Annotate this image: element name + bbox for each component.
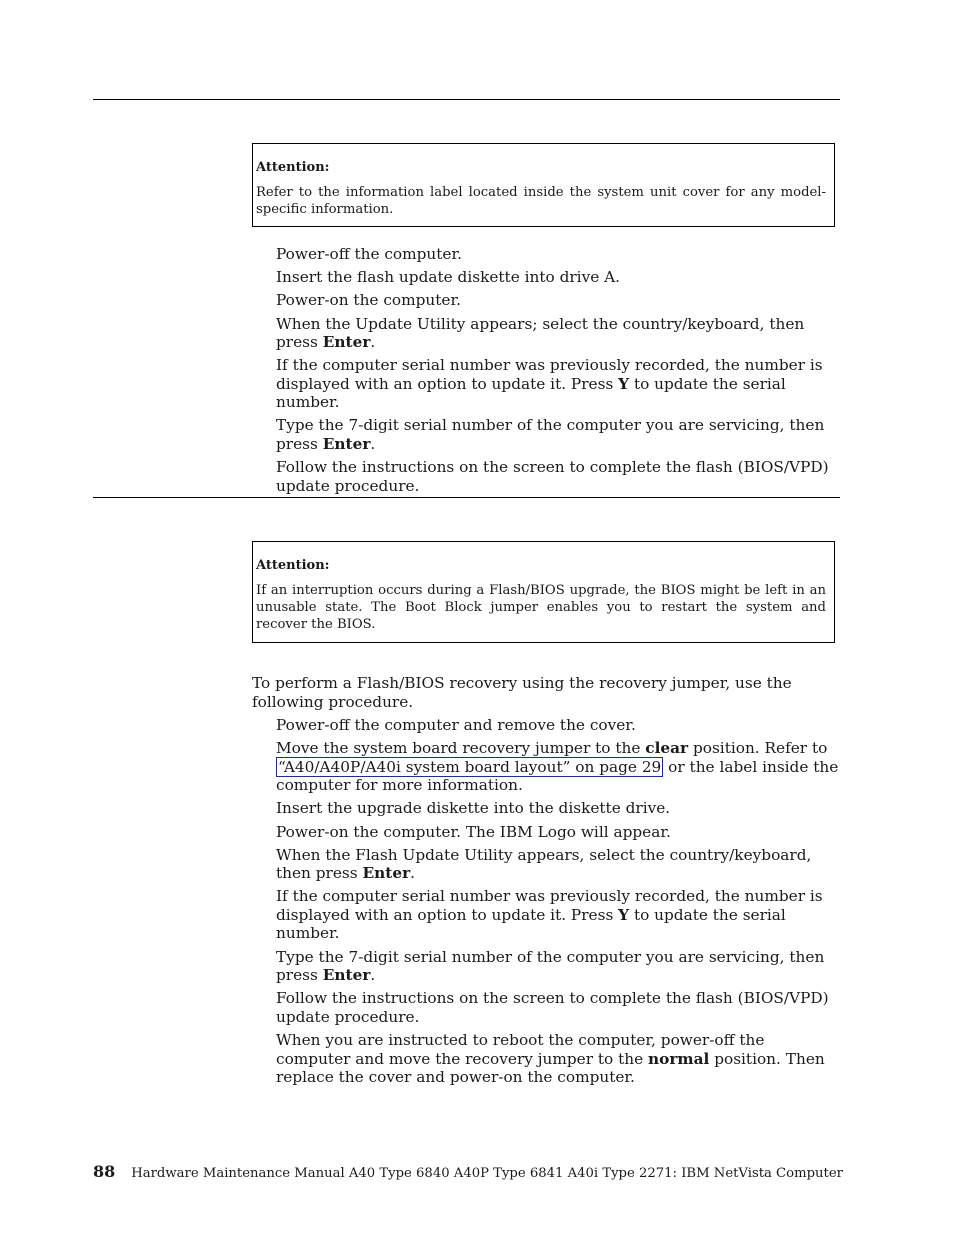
page-number: 88: [93, 1162, 116, 1181]
key-enter: Enter: [322, 434, 371, 453]
recovery-intro: To perform a Flash/BIOS recovery using the recovery jumper, use the following procedure.: [252, 674, 792, 711]
step-item: [276, 416, 842, 453]
step-text-tail: .: [370, 966, 376, 985]
step-item: [276, 846, 842, 883]
step-item: [276, 245, 842, 264]
step-item: [276, 716, 842, 735]
key-enter: Enter: [322, 333, 371, 352]
step-text: Follow the instructions on the screen to complete the flash (BIOS/VPD) update procedure.: [276, 458, 829, 495]
step-text: Follow the instructions on the screen to complete the flash (BIOS/VPD) update procedure.: [276, 989, 829, 1026]
step-text-tail: to update the serial number.: [276, 374, 786, 412]
step-text: Power-on the computer.: [276, 291, 461, 310]
section-rule-middle: [93, 497, 840, 498]
step-text-tail: .: [370, 434, 376, 453]
attention-label: Attention:: [256, 558, 330, 573]
attention-box-label-info: [252, 143, 835, 227]
footer-title: Hardware Maintenance Manual A40 Type 6840 A40P Type 6841 A40i Type 2271: IBM NetVista Computer: [131, 1166, 843, 1181]
step-item: [276, 291, 842, 310]
step-text-tail: to update the serial number.: [276, 905, 786, 943]
step-item: [276, 799, 842, 818]
step-text: When the Update Utility appears; select the country/keyboard, then press: [276, 314, 805, 352]
step-item: [276, 458, 842, 495]
section-rule-top: [93, 99, 840, 100]
position-normal: normal: [648, 1049, 710, 1068]
key-y: Y: [618, 905, 630, 924]
step-item: [276, 315, 842, 352]
step-item: [276, 887, 842, 943]
step-text-tail: .: [370, 333, 376, 352]
step-item: [276, 739, 842, 795]
step-text: Power-off the computer.: [276, 245, 462, 263]
step-text: Insert the upgrade diskette into the diskette drive.: [276, 799, 671, 818]
step-text: If the computer serial number was previously recorded, the number is displayed with an option to update it. Press: [276, 887, 823, 924]
step-text: Power-on the computer. The IBM Logo will appear.: [276, 822, 671, 841]
step-item: [276, 356, 842, 412]
attention-label: Attention:: [256, 160, 330, 175]
step-item: [276, 1031, 842, 1087]
position-clear: clear: [645, 739, 689, 758]
key-enter: Enter: [322, 966, 371, 985]
step-text: Type the 7-digit serial number of the computer you are servicing, then press: [276, 416, 825, 453]
step-text: Type the 7-digit serial number of the computer you are servicing, then press: [276, 947, 825, 985]
step-item: [276, 823, 842, 842]
attention-text: If an interruption occurs during a Flash/BIOS upgrade, the BIOS might be left in an unusable state. The Boot Block jumper enables you to restart the system and recover the BIOS.: [256, 583, 826, 633]
step-text-mid: position. Refer to: [688, 739, 828, 758]
step-item: [276, 948, 842, 985]
step-text: Move the system board recovery jumper to the: [276, 739, 646, 758]
flash-update-steps: [276, 245, 842, 500]
recovery-steps: [276, 716, 842, 1091]
attention-text: Refer to the information label located inside the system unit cover for any model-specific information.: [256, 185, 826, 218]
step-text: Power-off the computer and remove the cover.: [276, 716, 636, 734]
board-layout-link[interactable]: “A40/A40P/A40i system board layout” on page 29: [278, 757, 662, 776]
step-item: [276, 268, 842, 287]
key-enter: Enter: [362, 864, 411, 883]
step-text: When you are instructed to reboot the computer, power-off the computer and move the recovery jumper to the: [276, 1031, 765, 1068]
step-text-tail: .: [410, 864, 416, 883]
step-text-tail: position. Then replace the cover and power-on the computer.: [276, 1049, 825, 1086]
step-text: Insert the flash update diskette into drive A.: [276, 268, 621, 287]
step-text: If the computer serial number was previously recorded, the number is displayed with an option to update it. Press: [276, 356, 823, 393]
step-text-tail: or the label inside the computer for more information.: [276, 757, 839, 795]
page-footer: [93, 1160, 843, 1186]
attention-box-recovery: [252, 541, 835, 643]
step-text: When the Flash Update Utility appears, select the country/keyboard, then press: [276, 845, 812, 883]
key-y: Y: [618, 374, 630, 393]
step-item: [276, 989, 842, 1026]
